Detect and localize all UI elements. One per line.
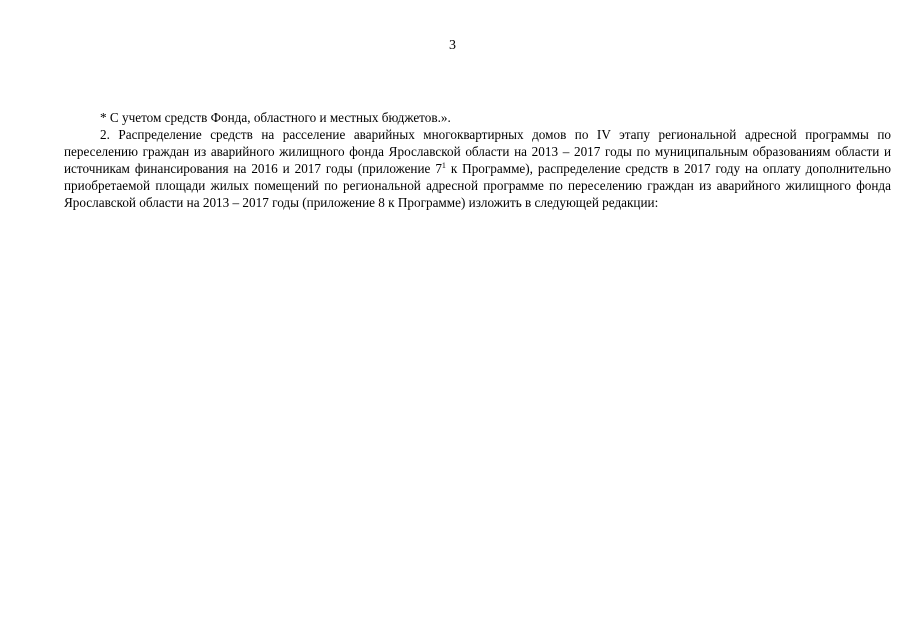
appendix-superscript: 1 (441, 161, 446, 170)
paragraph-2 (64, 126, 891, 211)
footnote-text: * С учетом средств Фонда, областного и местных бюджетов.». (100, 110, 451, 125)
paragraph-2-part1: 2. Распределение средств на расселение аварийных многоквартирных домов по IV этапу региональной адресной программы по переселению граждан из аварийного жилищного фонда Ярославской области на 2013 – 2017 годы по муниципальным образованиям области и источникам финансирования на 2016 и 2017 годы (приложение 7 (64, 127, 891, 176)
paragraph-2-part2: к Программе), распределение средств в 2017 году на оплату дополнительно приобретаемой площади жилых помещений по региональной адресной программе по переселению граждан из аварийного жилищного фонда Ярославской области на 2013 – 2017 годы (приложение 8 к Программе) изложить в следующей редакции: (64, 161, 891, 210)
page-number: 3 (449, 38, 456, 53)
document-body (64, 109, 891, 211)
